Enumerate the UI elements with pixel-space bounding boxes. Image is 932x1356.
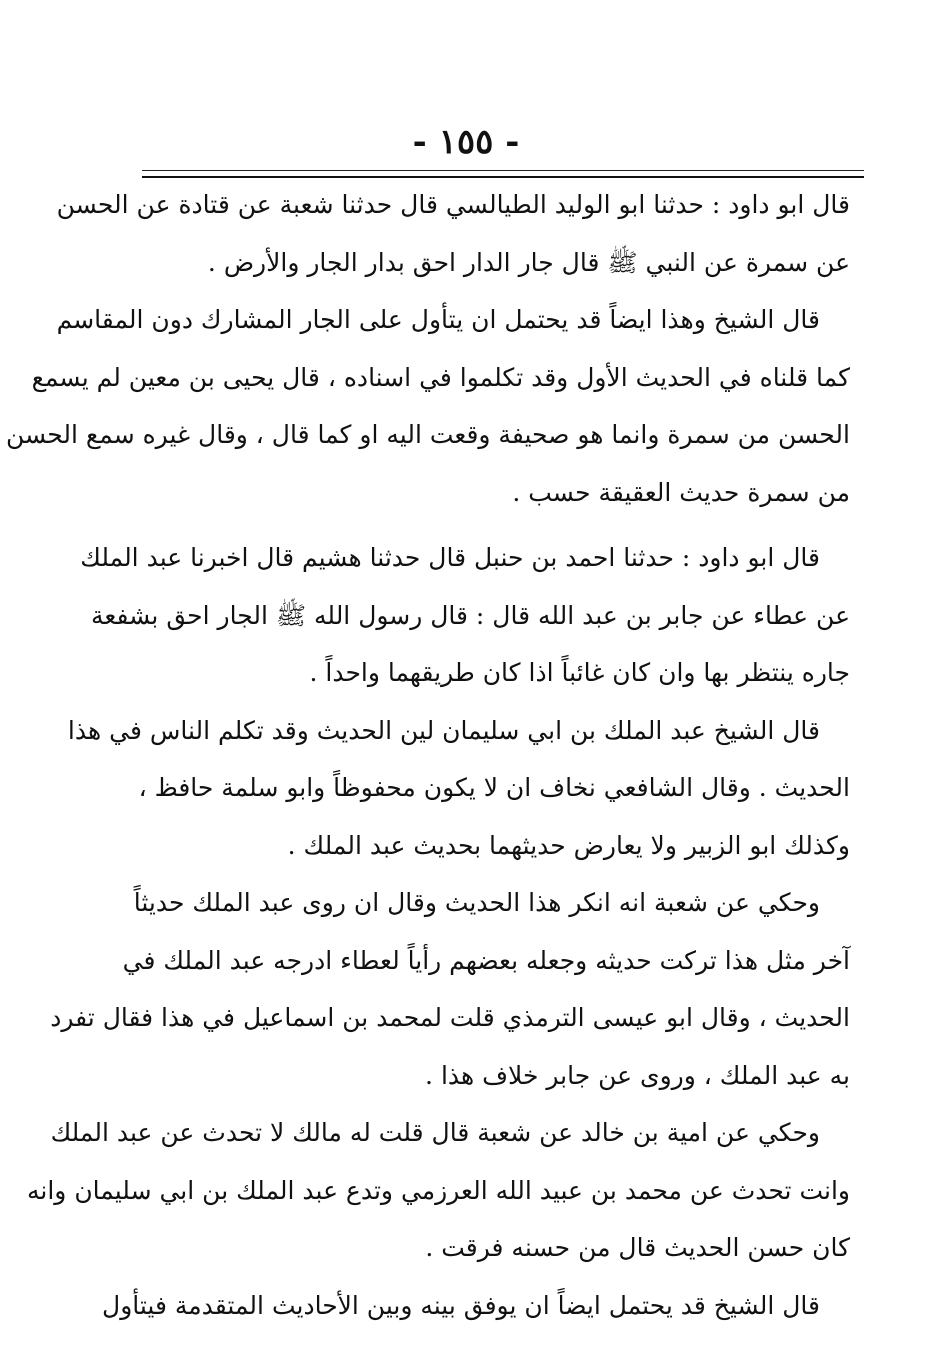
page-number: - ١٥٥ - [412, 122, 520, 162]
text-line: الحديث . وقال الشافعي نخاف ان لا يكون محفوظاً وابو سلمة حافظ ، [138, 773, 850, 802]
page-body-text [5, 176, 850, 1334]
text-line: من سمرة حديث العقيقة حسب . [512, 477, 850, 507]
text-line: آخر مثل هذا تركت حديثه وجعله بعضهم رأياً لعطاء ادرجه عبد الملك في [122, 945, 850, 975]
header-rule-thin [142, 170, 864, 171]
text-line: عن سمرة عن النبي ﷺ قال جار الدار احق بدار الجار والأرض . [207, 247, 850, 277]
text-line: قال ابو داود : حدثنا احمد بن حنبل قال حدثنا هشيم قال اخبرنا عبد الملك [80, 543, 820, 572]
text-line: كما قلناه في الحديث الأول وقد تكلموا في اسناده ، قال يحيى بن معين لم يسمع [31, 362, 850, 392]
text-line: الحسن من سمرة وانما هو صحيفة وقعت اليه او كما قال ، وقال غيره سمع الحسن [5, 420, 850, 449]
text-line: وحكي عن شعبة انه انكر هذا الحديث وقال ان روى عبد الملك حديثاً [133, 888, 820, 917]
text-line: الحديث ، وقال ابو عيسى الترمذي قلت لمحمد بن اسماعيل في هذا فقال تفرد [50, 1003, 850, 1032]
text-line: وحكي عن امية بن خالد عن شعبة قال قلت له مالك لا تحدث عن عبد الملك [50, 1118, 820, 1147]
text-line: قال الشيخ وهذا ايضاً قد يحتمل ان يتأول على الجار المشارك دون المقاسم [56, 305, 820, 334]
text-line: وكذلك ابو الزبير ولا يعارض حديثهما بحديث عبد الملك . [287, 830, 850, 860]
paragraph-gap [150, 521, 850, 529]
text-line: قال الشيخ قد يحتمل ايضاً ان يوفق بينه وبين الأحاديث المتقدمة فيتأول [102, 1290, 820, 1320]
text-line: به عبد الملك ، وروى عن جابر خلاف هذا . [425, 1060, 850, 1090]
text-line: كان حسن الحديث قال من حسنه فرقت . [425, 1233, 850, 1262]
text-line: عن عطاء عن جابر بن عبد الله قال : قال رسول الله ﷺ الجار احق بشفعة [91, 600, 850, 630]
text-line: جاره ينتظر بها وان كان غائباً اذا كان طريقهما واحداً . [309, 658, 850, 687]
text-line: قال ابو داود : حدثنا ابو الوليد الطيالسي قال حدثنا شعبة عن قتادة عن الحسن [56, 190, 850, 219]
text-line: قال الشيخ عبد الملك بن ابي سليمان لين الحديث وقد تكلم الناس في هذا [67, 715, 820, 745]
text-line: وانت تحدث عن محمد بن عبيد الله العرزمي وتدع عبد الملك بن ابي سليمان وانه [27, 1175, 850, 1205]
